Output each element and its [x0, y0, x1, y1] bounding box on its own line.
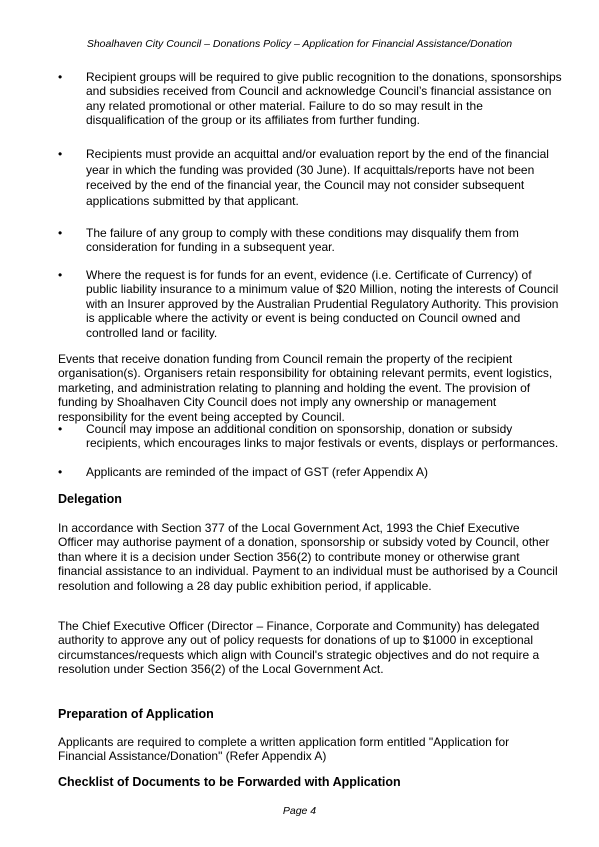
- checklist-heading: Checklist of Documents to be Forwarded with Application: [58, 775, 401, 789]
- preparation-heading: Preparation of Application: [58, 707, 214, 721]
- bullet-marker: •: [58, 422, 63, 436]
- bullet-marker: •: [58, 147, 63, 161]
- events-paragraph: Events that receive donation funding from Council remain the property of the recipient organisation(s). Organisers retain responsibility for obtaining relevant permits, event logistics, marketing, and administration relating to planning and holding the event. The provision of funding by Shoalhaven City Council does not imply any ownership or management responsibility for the event being accepted by Council.: [58, 352, 553, 424]
- bullet-text: The failure of any group to comply with these conditions may disqualify them from consideration for funding in a subsequent year.: [86, 226, 519, 255]
- bullet-text: Council may impose an additional condition on sponsorship, donation or subsidy recipients, which encourages links to major festivals or events, displays or performances.: [86, 422, 559, 451]
- preparation-paragraph: Applicants are required to complete a written application form entitled "Application for Financial Assistance/Donation" (Refer Appendix A): [58, 735, 510, 764]
- bullet-marker: •: [58, 226, 63, 240]
- bullet-text: Recipients must provide an acquittal and/or evaluation report by the end of the financial year in which the funding was provided (30 June). If acquittals/reports have not been received by the end of the financial year, the Council may not consider subsequent applications submitted by that applicant.: [86, 147, 549, 208]
- page-header: Shoalhaven City Council – Donations Policy – Application for Financial Assistance/Donation: [86, 38, 513, 50]
- bullet-marker: •: [58, 70, 63, 84]
- bullet-marker: •: [58, 268, 63, 282]
- bullet-text: Where the request is for funds for an event, evidence (i.e. Certificate of Currency) of public liability insurance to a minimum value of $20 Million, noting the interests of Council with an Insurer approved by the Australian Prudential Regulatory Authority. This provision is applicable where the activity or event is being conducted on Council owned and controlled land or facility.: [86, 268, 559, 340]
- bullet-marker: •: [58, 465, 63, 479]
- page-number: Page 4: [282, 805, 317, 817]
- delegation-paragraph-1: In accordance with Section 377 of the Local Government Act, 1993 the Chief Executive Officer may authorise payment of a donation, sponsorship or subsidy voted by Council, other than where it is a decision under Section 356(2) to contribute money or otherwise grant financial assistance to an individual. Payment to an individual must be authorised by a Council resolution and following a 28 day public exhibition period, if applicable.: [58, 521, 558, 593]
- delegation-paragraph-2: The Chief Executive Officer (Director – Finance, Corporate and Community) has delegated authority to approve any out of policy requests for donations of up to $1000 in exceptional circumstances/requests which align with Council's strategic objectives and do not require a resolution under Section 356(2) of the Local Government Act.: [58, 619, 540, 677]
- delegation-heading: Delegation: [58, 492, 122, 506]
- bullet-text: Recipient groups will be required to give public recognition to the donations, sponsorships and subsidies received from Council and acknowledge Council’s financial assistance on any related promotional or other material. Failure to do so may result in the disqualification of the group or its affiliates from further funding.: [86, 70, 562, 128]
- bullet-text: Applicants are reminded of the impact of GST (refer Appendix A): [86, 465, 428, 479]
